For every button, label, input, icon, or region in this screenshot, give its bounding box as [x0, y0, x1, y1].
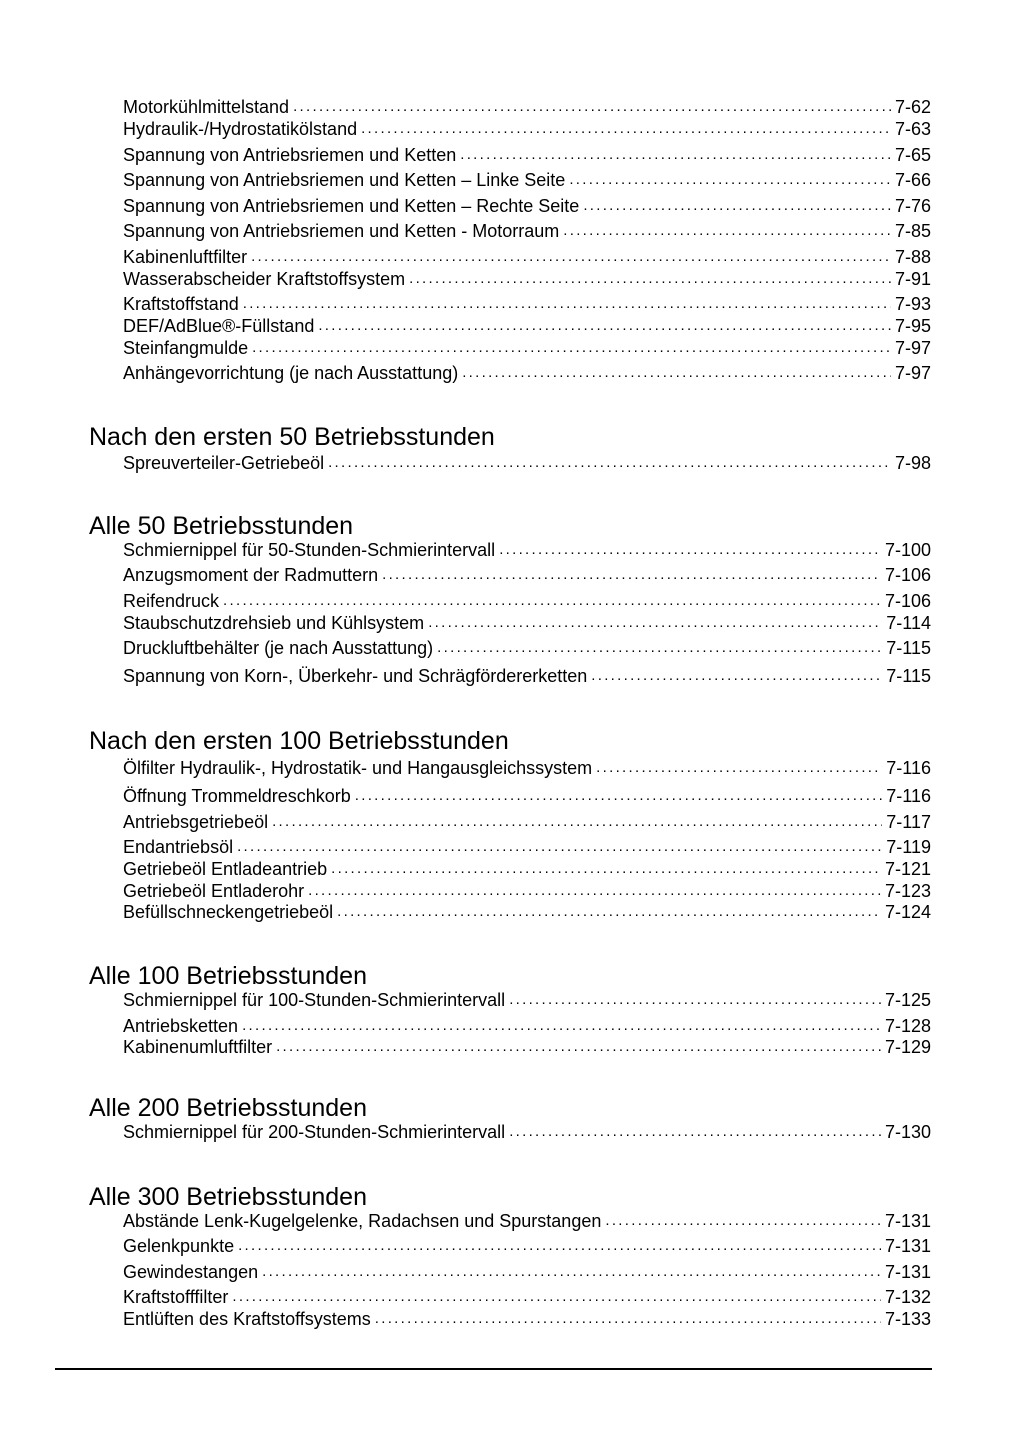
toc-entry-label: Gelenkpunkte — [123, 1236, 235, 1256]
toc-entry-label: Motorkühlmittelstand — [123, 97, 290, 117]
toc-entry-page: 7-66 — [894, 170, 931, 190]
toc-entry-page: 7-123 — [884, 881, 931, 901]
toc-entry-page: 7-119 — [886, 837, 931, 857]
section-heading: Alle 200 Betriebsstunden — [89, 1094, 367, 1122]
dot-leader — [293, 96, 891, 118]
dot-leader — [596, 757, 882, 779]
toc-entry[interactable] — [123, 1261, 931, 1283]
dot-leader — [437, 637, 882, 659]
toc-entry[interactable] — [123, 362, 931, 384]
toc-entry[interactable] — [123, 1308, 931, 1330]
toc-entry-label: Ölfilter Hydraulik-, Hydrostatik- und Hangausgleichssystem — [123, 758, 593, 778]
toc-entry[interactable] — [123, 612, 931, 634]
toc-entry-page: 7-97 — [894, 338, 931, 358]
toc-entry-page: 7-88 — [894, 247, 931, 267]
toc-entry-page: 7-132 — [884, 1287, 931, 1307]
toc-entry-page: 7-106 — [884, 591, 931, 611]
toc-entry-page: 7-97 — [894, 363, 931, 383]
toc-entry-label: DEF/AdBlue®-Füllstand — [123, 316, 315, 336]
section-heading: Alle 100 Betriebsstunden — [89, 962, 367, 990]
toc-entry-page: 7-121 — [884, 859, 931, 879]
toc-entry[interactable] — [123, 315, 931, 337]
dot-leader — [563, 220, 891, 242]
toc-entry[interactable] — [123, 1121, 931, 1143]
toc-entry-label: Antriebsketten — [123, 1016, 239, 1036]
toc-entry-page: 7-131 — [884, 1262, 931, 1282]
toc-entry[interactable] — [123, 858, 931, 880]
dot-leader — [223, 590, 881, 612]
toc-entry-label: Staubschutzdrehsieb und Kühlsystem — [123, 613, 425, 633]
toc-entry-label: Entlüften des Kraftstoffsystems — [123, 1309, 371, 1329]
dot-leader — [460, 144, 891, 166]
toc-entry-page: 7-65 — [894, 145, 931, 165]
toc-entry[interactable] — [123, 1036, 931, 1058]
dot-leader — [605, 1210, 881, 1232]
dot-leader — [509, 989, 881, 1011]
toc-entry[interactable] — [123, 144, 931, 166]
toc-entry-page: 7-100 — [884, 540, 931, 560]
toc-entry[interactable] — [123, 195, 931, 217]
toc-entry[interactable] — [123, 901, 931, 923]
toc-entry-page: 7-116 — [886, 758, 931, 778]
toc-entry-page: 7-129 — [884, 1037, 931, 1057]
toc-entry[interactable] — [123, 96, 931, 118]
toc-entry-label: Kraftstofffilter — [123, 1287, 229, 1307]
dot-leader — [375, 1308, 881, 1330]
toc-entry[interactable] — [123, 880, 931, 902]
toc-entry-label: Öffnung Trommeldreschkorb — [123, 786, 351, 806]
toc-entry-label: Anzugsmoment der Radmuttern — [123, 565, 379, 585]
section-heading: Nach den ersten 50 Betriebsstunden — [89, 423, 495, 451]
toc-entry-page: 7-115 — [886, 638, 931, 658]
toc-entry[interactable] — [123, 757, 931, 779]
toc-entry[interactable] — [123, 268, 931, 290]
toc-entry-page: 7-131 — [884, 1211, 931, 1231]
dot-leader — [242, 1015, 881, 1037]
toc-entry-label: Gewindestangen — [123, 1262, 259, 1282]
dot-leader — [591, 665, 882, 687]
toc-entry-page: 7-131 — [884, 1236, 931, 1256]
footer-rule — [55, 1368, 932, 1370]
toc-entry-page: 7-128 — [884, 1016, 931, 1036]
dot-leader — [252, 337, 891, 359]
toc-entry-page: 7-117 — [886, 812, 931, 832]
toc-entry[interactable] — [123, 118, 931, 140]
toc-entry[interactable] — [123, 1286, 931, 1308]
toc-entry-label: Kabinenluftfilter — [123, 247, 248, 267]
toc-entry[interactable] — [123, 564, 931, 586]
toc-entry-page: 7-98 — [894, 453, 931, 473]
toc-entry-label: Befüllschneckengetriebeöl — [123, 902, 334, 922]
toc-entry-page: 7-85 — [894, 221, 931, 241]
toc-entry-label: Kraftstoffstand — [123, 294, 239, 314]
toc-entry[interactable] — [123, 1235, 931, 1257]
toc-entry[interactable] — [123, 169, 931, 191]
dot-leader — [318, 315, 891, 337]
toc-entry-label: Steinfangmulde — [123, 338, 249, 358]
toc-entry-page: 7-124 — [884, 902, 931, 922]
dot-leader — [232, 1286, 881, 1308]
toc-entry[interactable] — [123, 785, 931, 807]
toc-entry-label: Anhängevorrichtung (je nach Ausstattung) — [123, 363, 459, 383]
toc-entry[interactable] — [123, 539, 931, 561]
dot-leader — [331, 858, 881, 880]
dot-leader — [409, 268, 891, 290]
toc-entry-label: Schmiernippel für 50-Stunden-Schmierintervall — [123, 540, 496, 560]
dot-leader — [276, 1036, 881, 1058]
dot-leader — [428, 612, 882, 634]
toc-entry-label: Spannung von Korn-, Überkehr- und Schrägfördererketten — [123, 666, 588, 686]
toc-entry[interactable] — [123, 293, 931, 315]
toc-entry-page: 7-115 — [886, 666, 931, 686]
toc-entry-page: 7-63 — [894, 119, 931, 139]
toc-entry-label: Reifendruck — [123, 591, 220, 611]
toc-entry[interactable] — [123, 836, 931, 858]
toc-entry-label: Spannung von Antriebsriemen und Ketten – Linke Seite — [123, 170, 566, 190]
toc-entry-label: Spreuverteiler-Getriebeöl — [123, 453, 325, 473]
toc-entry-label: Antriebsgetriebeöl — [123, 812, 269, 832]
toc-entry[interactable] — [123, 1015, 931, 1037]
toc-entry-page: 7-91 — [894, 269, 931, 289]
dot-leader — [328, 452, 891, 474]
toc-entry[interactable] — [123, 337, 931, 359]
dot-leader — [238, 1235, 881, 1257]
toc-entry[interactable] — [123, 665, 931, 687]
toc-entry-label: Schmiernippel für 100-Stunden-Schmierintervall — [123, 990, 506, 1010]
toc-entry[interactable] — [123, 989, 931, 1011]
toc-entry-page: 7-93 — [894, 294, 931, 314]
dot-leader — [272, 811, 882, 833]
toc-entry-page: 7-130 — [884, 1122, 931, 1142]
toc-entry[interactable] — [123, 220, 931, 242]
dot-leader — [509, 1121, 881, 1143]
section-heading: Nach den ersten 100 Betriebsstunden — [89, 727, 509, 755]
toc-entry-label: Spannung von Antriebsriemen und Ketten – Rechte Seite — [123, 196, 580, 216]
toc-entry-label: Wasserabscheider Kraftstoffsystem — [123, 269, 406, 289]
toc-entry[interactable] — [123, 811, 931, 833]
dot-leader — [262, 1261, 881, 1283]
section-heading: Alle 50 Betriebsstunden — [89, 512, 354, 540]
dot-leader — [308, 880, 881, 902]
dot-leader — [355, 785, 883, 807]
toc-entry-label: Getriebeöl Entladeantrieb — [123, 859, 328, 879]
toc-entry-label: Hydraulik-/Hydrostatikölstand — [123, 119, 358, 139]
dot-leader — [243, 293, 891, 315]
dot-leader — [382, 564, 881, 586]
dot-leader — [251, 246, 891, 268]
toc-entry-page: 7-116 — [886, 786, 931, 806]
dot-leader — [361, 118, 891, 140]
toc-entry-label: Spannung von Antriebsriemen und Ketten — [123, 145, 457, 165]
toc-entry-page: 7-133 — [884, 1309, 931, 1329]
toc-entry-label: Abstände Lenk-Kugelgelenke, Radachsen und Spurstangen — [123, 1211, 602, 1231]
toc-entry[interactable] — [123, 1210, 931, 1232]
toc-entry-label: Druckluftbehälter (je nach Ausstattung) — [123, 638, 434, 658]
toc-entry[interactable] — [123, 637, 931, 659]
toc-entry-label: Kabinenumluftfilter — [123, 1037, 273, 1057]
toc-entry-label: Schmiernippel für 200-Stunden-Schmierintervall — [123, 1122, 506, 1142]
toc-entry[interactable] — [123, 246, 931, 268]
toc-entry[interactable] — [123, 452, 931, 474]
toc-entry-page: 7-76 — [894, 196, 931, 216]
toc-entry-page: 7-95 — [894, 316, 931, 336]
dot-leader — [337, 901, 881, 923]
toc-entry-page: 7-62 — [894, 97, 931, 117]
dot-leader — [462, 362, 891, 384]
dot-leader — [569, 169, 891, 191]
section-heading: Alle 300 Betriebsstunden — [89, 1183, 367, 1211]
toc-entry-label: Getriebeöl Entladerohr — [123, 881, 305, 901]
toc-entry-page: 7-114 — [886, 613, 931, 633]
toc-entry-label: Endantriebsöl — [123, 837, 234, 857]
toc-entry-page: 7-125 — [884, 990, 931, 1010]
toc-entry[interactable] — [123, 590, 931, 612]
dot-leader — [499, 539, 881, 561]
dot-leader — [583, 195, 891, 217]
dot-leader — [237, 836, 882, 858]
toc-entry-label: Spannung von Antriebsriemen und Ketten - Motorraum — [123, 221, 560, 241]
toc-entry-page: 7-106 — [884, 565, 931, 585]
